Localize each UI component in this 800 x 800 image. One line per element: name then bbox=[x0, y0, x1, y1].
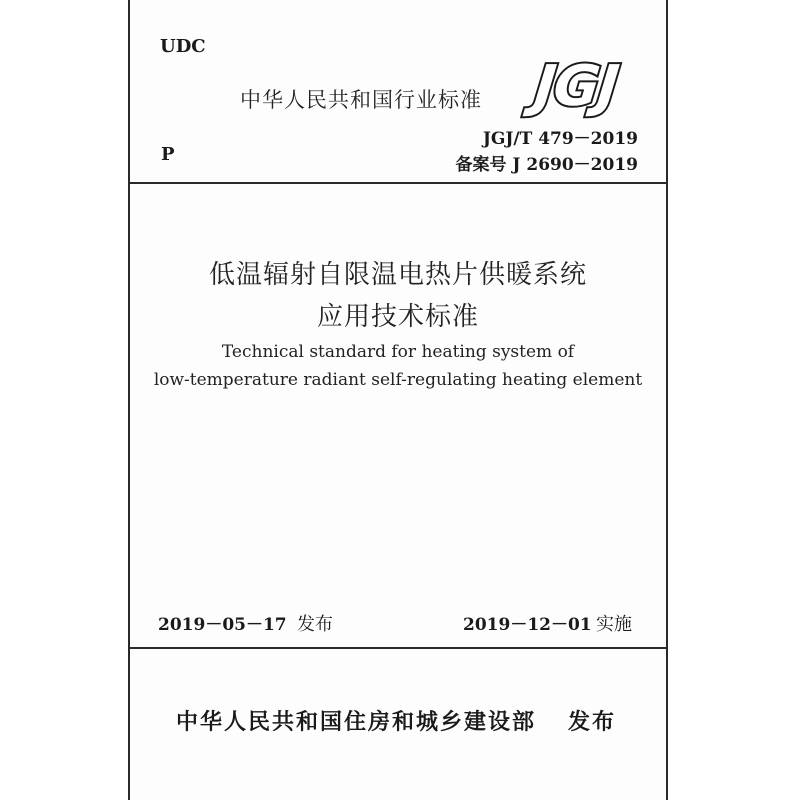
udc-label: UDC bbox=[160, 36, 206, 57]
title-en-line1: Technical standard for heating system of bbox=[221, 342, 575, 362]
implementation-label: 实施 bbox=[596, 614, 632, 635]
standard-number: JGJ/T 479－2019 bbox=[482, 129, 638, 149]
dates-divider bbox=[128, 647, 668, 649]
issue-date: 2019－05－17 bbox=[158, 615, 287, 635]
publisher-name: 中华人民共和国住房和城乡建设部 bbox=[176, 710, 537, 735]
record-number: 备案号 J 2690－2019 bbox=[455, 155, 638, 175]
industry-standard-label: 中华人民共和国行业标准 bbox=[240, 88, 482, 112]
title-en-line2: low-temperature radiant self-regulating heating element bbox=[153, 370, 643, 390]
publisher-action: 发布 bbox=[568, 710, 617, 735]
title-cn-line2: 应用技术标准 bbox=[316, 302, 479, 332]
implementation-date: 2019－12－01 bbox=[463, 615, 592, 635]
category-label: P bbox=[161, 144, 175, 165]
jgj-logo: JGJ bbox=[531, 54, 621, 119]
document-cover bbox=[128, 0, 668, 800]
title-cn-line1: 低温辐射自限温电热片供暖系统 bbox=[208, 260, 587, 290]
issue-label: 发布 bbox=[297, 614, 333, 635]
header-divider bbox=[128, 182, 668, 184]
